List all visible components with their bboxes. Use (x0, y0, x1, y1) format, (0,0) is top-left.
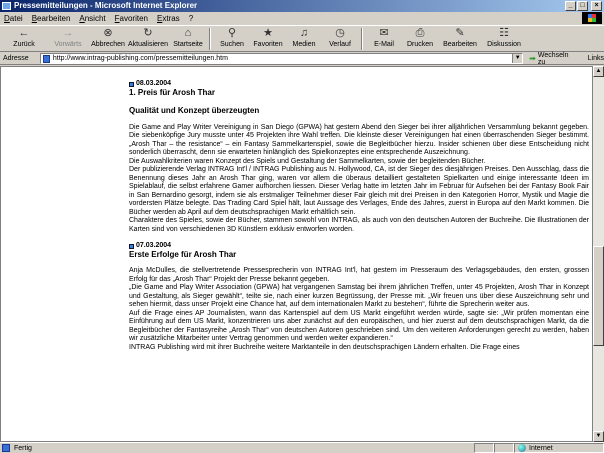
menu-datei[interactable]: Datei (4, 13, 23, 23)
article-1-paragraph: Der publizierende Verlag INTRAG Int'l / INTRAG Publishing aus N. Hollywood, CA, ist der Sieger des diesjährigen Preises. Den Ausschlag, dass die Benennung dieses Jahr an Arosh Thar ging, waren vor allem die überaus detailliert gestalteten Spielkarten und einige interessante Ideen im Spielablauf, die selbst erfahrene Gamer aufhorchen liessen. Dieser Verlag hatte im letzten Jahr im Februar für Aufsehen bei der Fantasy Book Fair in San Bernardino gesorgt, indem sie als erstmaliger Teilnehmer dieser Fair gleich mit drei Preisen in den Kategorien Horror, Mystik und Magie die vordersten Plätze belegte. Das Trading Card Spiel hält, laut Aussage des Verlages, Ende des Jahres, zuerst in Europa auf den Markt kommen. Die Bücher werden ab April auf dem deutschsprachigen Markt erhältlich sein. (129, 166, 589, 216)
mail-icon: ✉ (379, 27, 389, 39)
stop-button[interactable]: ⊗ Abbrechen (91, 27, 125, 48)
toolbar-separator (209, 28, 211, 50)
address-input[interactable] (40, 53, 523, 64)
article-2-heading: Erste Erfolge für Arosh Thar (129, 249, 237, 259)
bullet-icon (129, 244, 134, 249)
security-zone: Internet (514, 443, 604, 453)
status-bar (0, 442, 604, 453)
ie-page-icon (2, 2, 11, 10)
history-icon: ◷ (335, 27, 345, 39)
menu-extras[interactable]: Extras (157, 13, 180, 23)
minimize-button[interactable]: _ (565, 1, 576, 11)
article-2-paragraph: Anja McDulles, die stellvertretende Pressesprecherin von INTRAG Int'l, hat gestern im Presseraum des Verlagsgebäudes, den ersten, grossen Erfolg für das „Arosh Thar“ Projekt der Presse bekannt gegeben. (129, 267, 589, 283)
status-panel (494, 443, 514, 453)
status-panel (474, 443, 494, 453)
menu-help[interactable]: ? (188, 13, 194, 23)
print-button[interactable]: ⎙ Drucken (406, 27, 434, 48)
article-2-paragraph: Auf die Frage eines AP Journalisten, wann das Kartenspiel auf dem US Markt eingeführt werden würde, sagte sie: „Wir prüfen momentan eine Einführung auf dem US Markt, konzentrieren uns aber zunächst auf den europäischen, und hier zuerst auf dem deutschsprachigen Markt, da die Begleitbücher der Fantasyreihe „Arosh Thar“ von deutschen Autoren geschrieben sind. Um den weiteren Anforderungen gerecht zu werden, haben wir zusätzliche Mitarbeiter unter Vertrag genommen und werden weiter expandieren.“ (129, 309, 589, 342)
back-arrow-icon: ← (18, 27, 30, 39)
home-icon: ⌂ (184, 27, 192, 39)
media-icon: ♫ (299, 27, 309, 39)
history-button[interactable]: ◷ Verlauf (329, 27, 351, 48)
scroll-thumb[interactable] (593, 246, 604, 346)
press-content (129, 80, 589, 352)
menu-bar (0, 12, 604, 24)
article-1-subheading: Qualität und Konzept überzeugten (129, 106, 260, 115)
favorites-button[interactable]: ★ Favoriten (253, 27, 283, 48)
close-button[interactable]: × (591, 1, 602, 11)
mail-button[interactable]: ✉ E-Mail (374, 27, 394, 48)
edit-icon: ✎ (455, 27, 465, 39)
article-2-paragraph: „Die Game and Play Writer Association (GPWA) hat vergangenen Samstag bei ihrem jährlichen Treffen, unter 45 Projekten, Arosh Thar in Konzept und Gestaltung, als Sieger gewählt“, teilte sie, nach einer kurzen Begrüssung, der Presse mit. „Wir freuen uns über diese Auszeichnung sehr und sehen hiermit, dass unser Projekt eine Chance hat, auf dem internationalen Markt zu bestehen“, führte die Sprecherin weiter aus. (129, 284, 589, 308)
article-1-heading: 1. Preis für Arosh Thar (129, 87, 215, 97)
back-button[interactable]: ← Zurück (13, 27, 35, 48)
forward-arrow-icon: → (62, 27, 74, 39)
address-label: Adresse (3, 55, 29, 62)
search-button[interactable]: ⚲ Suchen (220, 27, 244, 48)
bullet-icon (129, 82, 134, 87)
menu-ansicht[interactable]: Ansicht (79, 13, 106, 23)
window-title: Pressemitteilungen - Microsoft Internet Explorer (14, 1, 198, 10)
address-bar (0, 53, 604, 65)
go-button[interactable]: ➡ Wechseln zu (529, 51, 569, 66)
home-button[interactable]: ⌂ Startseite (173, 27, 203, 48)
standard-toolbar (0, 25, 604, 52)
menu-favoriten[interactable]: Favoriten (114, 13, 148, 23)
title-bar (0, 0, 604, 12)
scroll-down-button[interactable]: ▼ (593, 431, 604, 442)
links-button[interactable]: Links (587, 55, 604, 62)
discussion-icon: ☷ (499, 27, 509, 39)
page-icon (43, 55, 50, 63)
search-icon: ⚲ (227, 27, 237, 39)
window-controls (565, 1, 602, 11)
refresh-button[interactable]: ↻ Aktualisieren (127, 27, 169, 48)
media-button[interactable]: ♫ Medien (292, 27, 316, 48)
article-1-paragraph: Die Game and Play Writer Vereinigung in San Diego (GPWA) hat gestern Abend den Sieger bei ihrer alljährlichen Versammlung bekannt gegeben. Die siebenköpfige Jury musste unter 45 Projekten ihre Wahl treffen. Die kleinste dieser Vereinigungen hat einen überraschenden Sieger bestimmt. „Arosh Thar – the resistance“ – ein Fantasy Sammelkartenspiel, sowie die Begleitbücher hierzu. Insider schienen über diese Entscheidung nicht sonderlich überrascht, denn sie erwarteten hinlänglich des Spielkonzeptes eine entsprechende Auszeichnung. (129, 123, 589, 156)
address-url: http://www.intrag-publishing.com/pressemitteilungen.htm (52, 55, 228, 62)
windows-logo-icon (582, 12, 602, 24)
article-2-paragraph: INTRAG Publishing wird mit ihrer Buchreihe weitere Marktanteile in den deutschsprachigen Ländern erhalten. Die Frage eines (129, 343, 520, 351)
maximize-button[interactable]: □ (577, 1, 588, 11)
favorites-icon: ★ (263, 27, 273, 39)
scroll-up-button[interactable]: ▲ (593, 66, 604, 77)
edit-button[interactable]: ✎ Bearbeiten (443, 27, 477, 48)
refresh-icon: ↻ (143, 27, 153, 39)
go-arrow-icon: ➡ (529, 54, 536, 63)
stop-icon: ⊗ (103, 27, 113, 39)
page-viewport (0, 66, 593, 442)
article-1-paragraph: Die Auswahlkriterien waren Konzept des Spiels und Gestaltung der Sammelkarten, sowie der begleitenden Bücher. (129, 157, 486, 165)
toolbar-separator (361, 28, 363, 50)
page-done-icon (2, 444, 10, 452)
menu-bearbeiten[interactable]: Bearbeiten (31, 13, 71, 23)
article-1-date: 08.03.2004 (129, 80, 589, 89)
address-dropdown-button[interactable]: ▼ (512, 54, 522, 63)
article-2-date: 07.03.2004 (129, 242, 589, 251)
print-icon: ⎙ (415, 27, 425, 39)
internet-globe-icon (518, 444, 526, 452)
forward-button[interactable]: → Vorwärts (54, 27, 82, 48)
article-1-paragraph: Charaktere des Spieles, sowie der Bücher, stammen sowohl von INTRAG, als auch von den deutschen Autoren der Buchreihe. Die Illustrationen der Karten sind von verschiedenen 3D Künstlern exklusiv entworfen worden. (129, 217, 589, 233)
vertical-scrollbar[interactable] (593, 66, 604, 442)
status-text: Fertig (14, 444, 32, 452)
discussion-button[interactable]: ☷ Diskussion (487, 27, 521, 48)
